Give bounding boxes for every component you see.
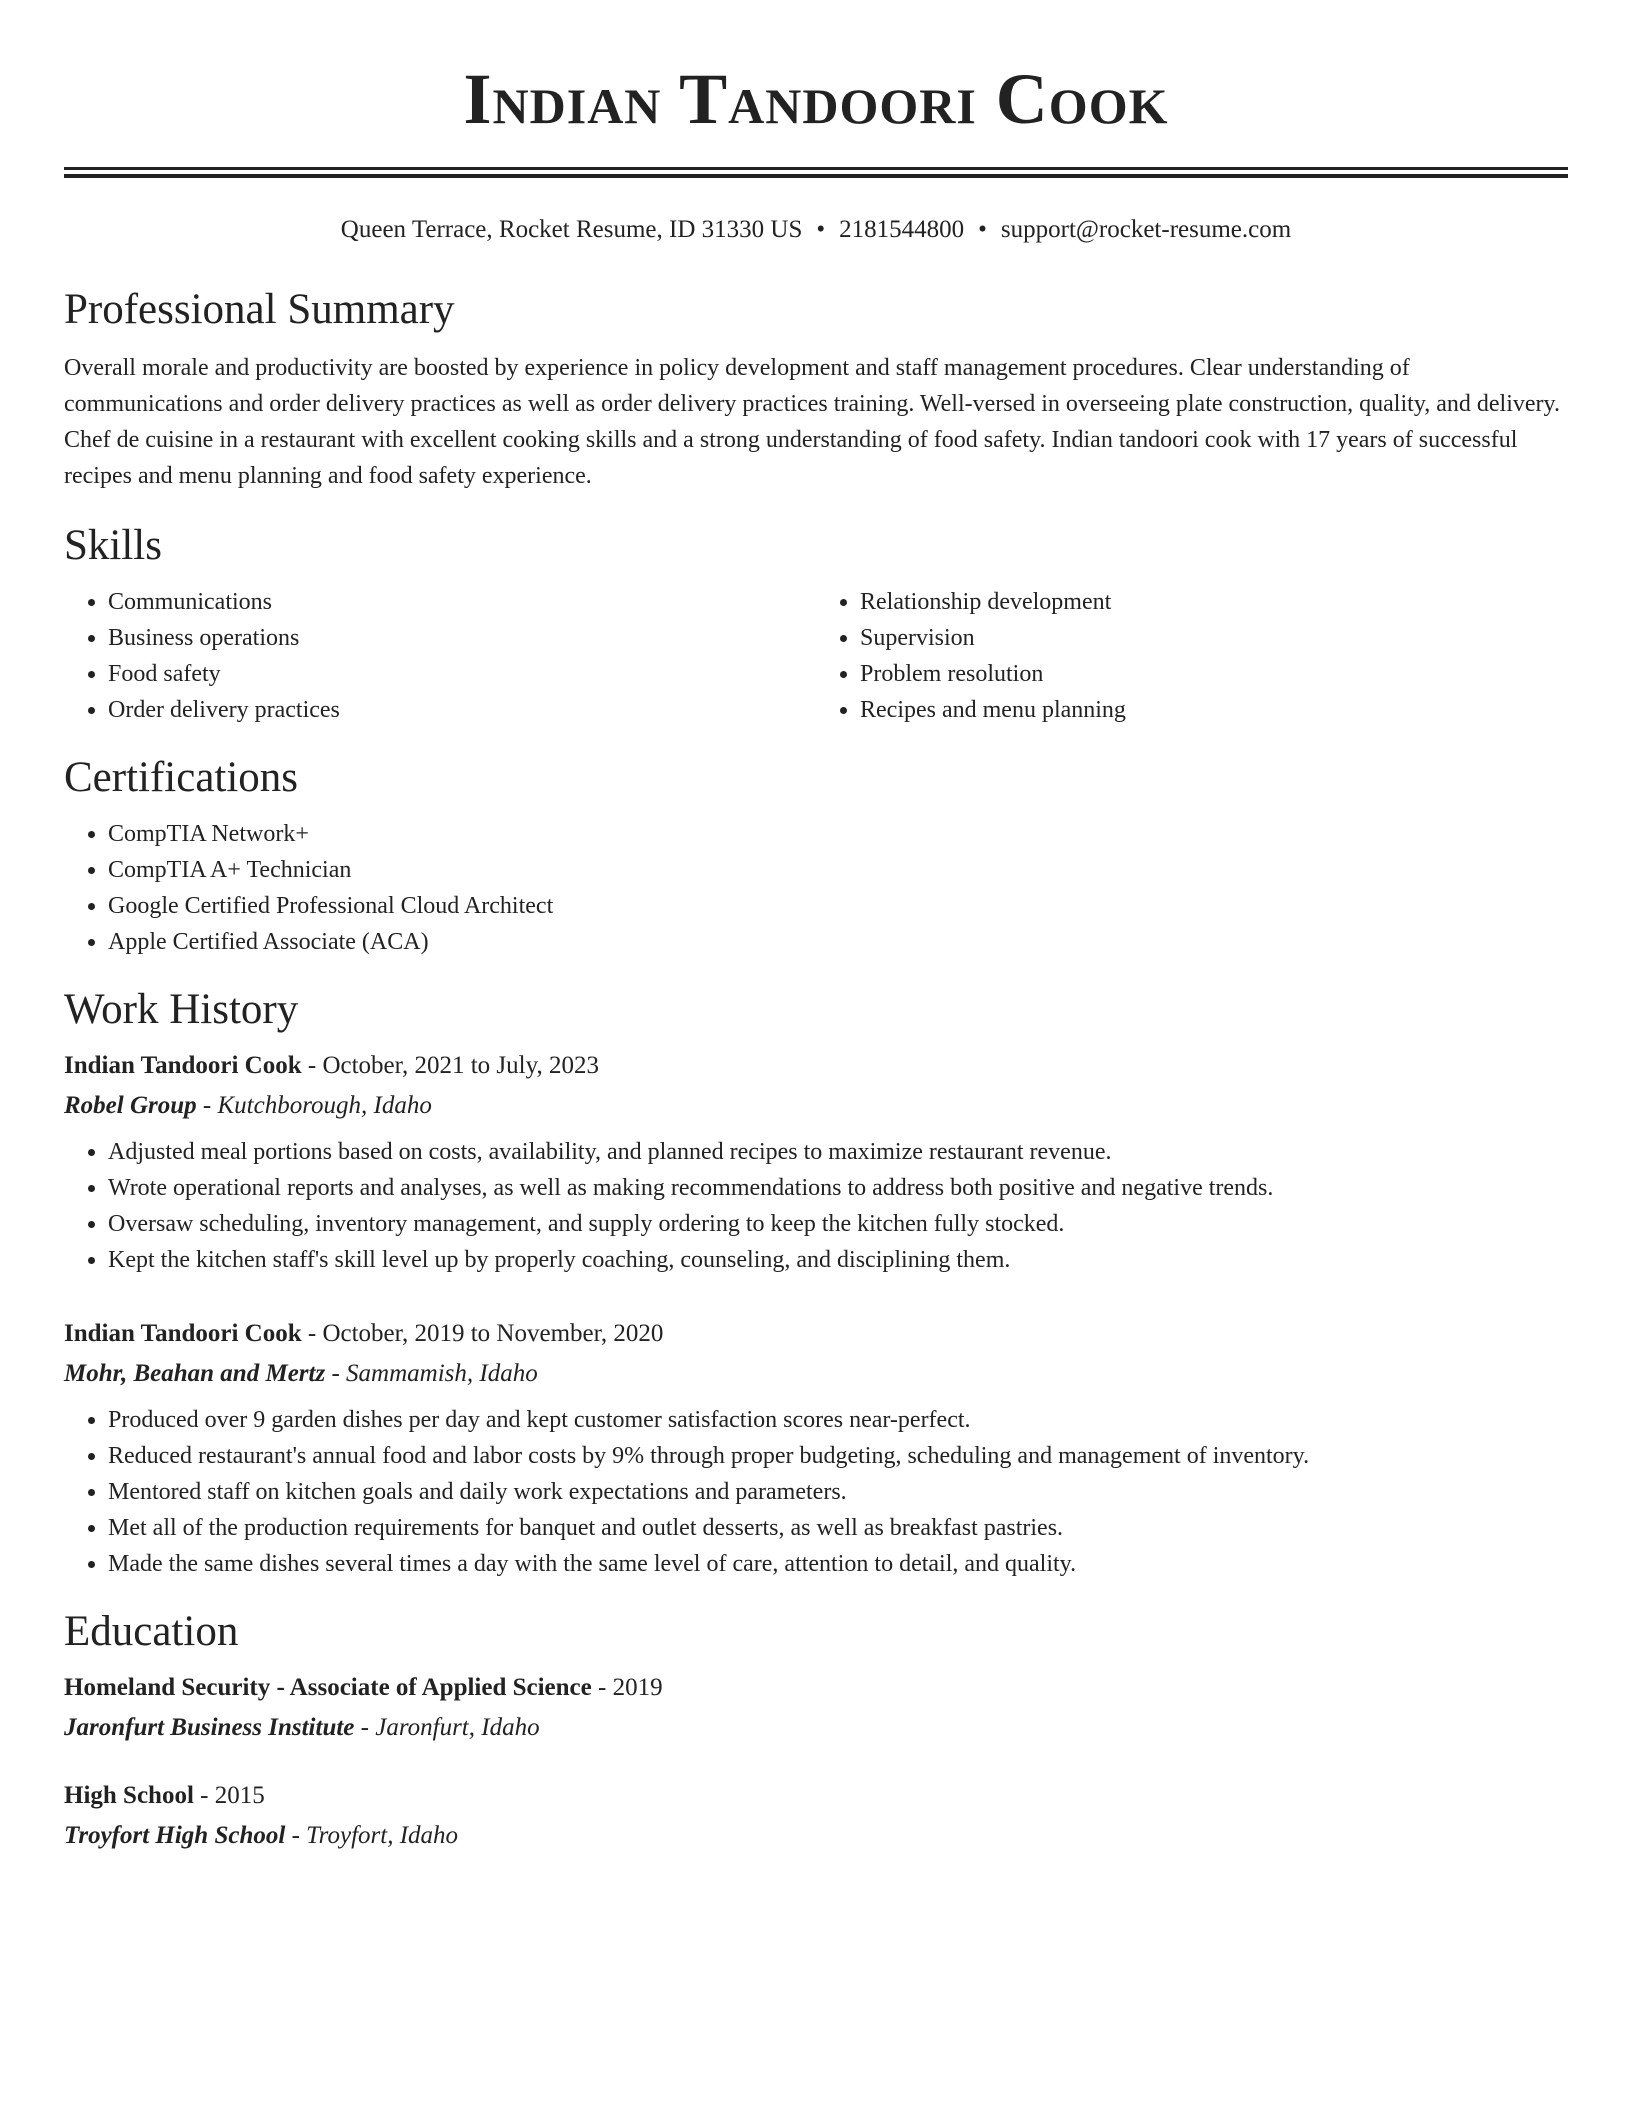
- skills-heading: Skills: [64, 522, 162, 569]
- duty-item: • Reduced restaurant's annual food and labor costs by 9% through proper budgeting, scheduling and management of inventory.: [108, 1438, 1568, 1474]
- certification-item: • CompTIA Network+: [108, 816, 1568, 852]
- duty-item: • Made the same dishes several times a day with the same level of care, attention to detail, and quality.: [108, 1546, 1568, 1582]
- contact-line: [64, 214, 1568, 246]
- summary-text: Overall morale and productivity are boosted by experience in policy development and staff management procedures. Clear understanding of communications and order delivery practices as well as order delivery practices training. Well-versed in overseeing plate construction, quality, and delivery. Chef de cuisine in a restaurant with excellent cooking skills and a strong understanding of food safety. Indian tandoori cook with 17 years of successful recipes and menu planning and food safety experience.: [64, 355, 1560, 489]
- job-title-line: [64, 1314, 1568, 1354]
- dash: -: [193, 1782, 215, 1809]
- certification-item: • Apple Certified Associate (ACA): [108, 924, 1568, 960]
- company-name: Mohr, Beahan and Mertz: [64, 1360, 326, 1387]
- skill-item: • Business operations: [108, 620, 816, 656]
- job-entry: [64, 1046, 1568, 1278]
- skill-item: • Food safety: [108, 656, 816, 692]
- certification-item: • Google Certified Professional Cloud Architect: [108, 888, 1568, 924]
- work-history-heading: Work History: [64, 986, 299, 1033]
- school-location: Jaronfurt, Idaho: [375, 1714, 540, 1741]
- duty-item: • Wrote operational reports and analyses, as well as making recommendations to address both positive and negative trends.: [108, 1170, 1568, 1206]
- job-location: Sammamish, Idaho: [346, 1360, 538, 1387]
- graduation-year: 2019: [612, 1674, 663, 1701]
- degree-line: [64, 1776, 1568, 1816]
- school-name: Troyfort High School: [64, 1822, 286, 1849]
- school-line: [64, 1816, 1568, 1856]
- duty-item: • Produced over 9 garden dishes per day and kept customer satisfaction scores near-perfect.: [108, 1402, 1568, 1438]
- skill-item: • Order delivery practices: [108, 692, 816, 728]
- degree: Homeland Security - Associate of Applied Science: [64, 1674, 592, 1701]
- company-name: Robel Group: [64, 1092, 197, 1119]
- education-entry: [64, 1668, 1568, 1748]
- job-location: Kutchborough, Idaho: [217, 1092, 432, 1119]
- skill-item: • Relationship development: [860, 584, 1568, 620]
- employer-line: [64, 1354, 1568, 1394]
- school-location: Troyfort, Idaho: [306, 1822, 459, 1849]
- dash: -: [301, 1320, 323, 1347]
- contact-email[interactable]: support@rocket-resume.com: [1000, 216, 1292, 243]
- candidate-name: Indian Tandoori Cook: [463, 59, 1169, 139]
- degree: High School: [64, 1782, 194, 1809]
- contact-phone[interactable]: 2181544800: [839, 216, 965, 243]
- contact-separator: •: [816, 216, 826, 243]
- school-line: [64, 1708, 1568, 1748]
- employer-line: [64, 1086, 1568, 1126]
- skills-list-left: [64, 584, 816, 728]
- skill-item: • Communications: [108, 584, 816, 620]
- duty-item: • Oversaw scheduling, inventory management, and supply ordering to keep the kitchen fully stocked.: [108, 1206, 1568, 1242]
- school-name: Jaronfurt Business Institute: [64, 1714, 355, 1741]
- contact-separator: •: [978, 216, 987, 243]
- job-title-line: [64, 1046, 1568, 1086]
- skills-list-right: [816, 584, 1568, 728]
- dash: -: [354, 1714, 376, 1741]
- certification-item: • CompTIA A+ Technician: [108, 852, 1568, 888]
- job-duties-list: [64, 1402, 1568, 1582]
- duty-item: • Kept the kitchen staff's skill level up by properly coaching, counseling, and disciplining them.: [108, 1242, 1568, 1278]
- duty-item: • Mentored staff on kitchen goals and daily work expectations and parameters.: [108, 1474, 1568, 1510]
- contact-address: Queen Terrace, Rocket Resume, ID 31330 US: [340, 216, 803, 243]
- skill-item: • Supervision: [860, 620, 1568, 656]
- dash: -: [301, 1052, 323, 1079]
- job-title: Indian Tandoori Cook: [64, 1320, 302, 1347]
- skills-columns: [64, 584, 1568, 728]
- summary-heading: Professional Summary: [64, 286, 455, 333]
- job-title: Indian Tandoori Cook: [64, 1052, 302, 1079]
- job-dates: October, 2021 to July, 2023: [322, 1052, 599, 1079]
- job-dates: October, 2019 to November, 2020: [322, 1320, 664, 1347]
- skill-item: • Problem resolution: [860, 656, 1568, 692]
- duty-item: • Adjusted meal portions based on costs, availability, and planned recipes to maximize restaurant revenue.: [108, 1134, 1568, 1170]
- duty-item: • Met all of the production requirements for banquet and outlet desserts, as well as breakfast pastries.: [108, 1510, 1568, 1546]
- header-divider: [64, 167, 1568, 178]
- graduation-year: 2015: [214, 1782, 265, 1809]
- job-entry: [64, 1314, 1568, 1582]
- dash: -: [196, 1092, 218, 1119]
- education-entry: [64, 1776, 1568, 1856]
- certifications-heading: Certifications: [64, 754, 299, 801]
- dash: -: [591, 1674, 613, 1701]
- degree-line: [64, 1668, 1568, 1708]
- dash: -: [285, 1822, 307, 1849]
- education-heading: Education: [64, 1608, 239, 1655]
- job-duties-list: [64, 1134, 1568, 1278]
- certifications-list: [64, 816, 1568, 960]
- skill-item: • Recipes and menu planning: [860, 692, 1568, 728]
- dash: -: [325, 1360, 347, 1387]
